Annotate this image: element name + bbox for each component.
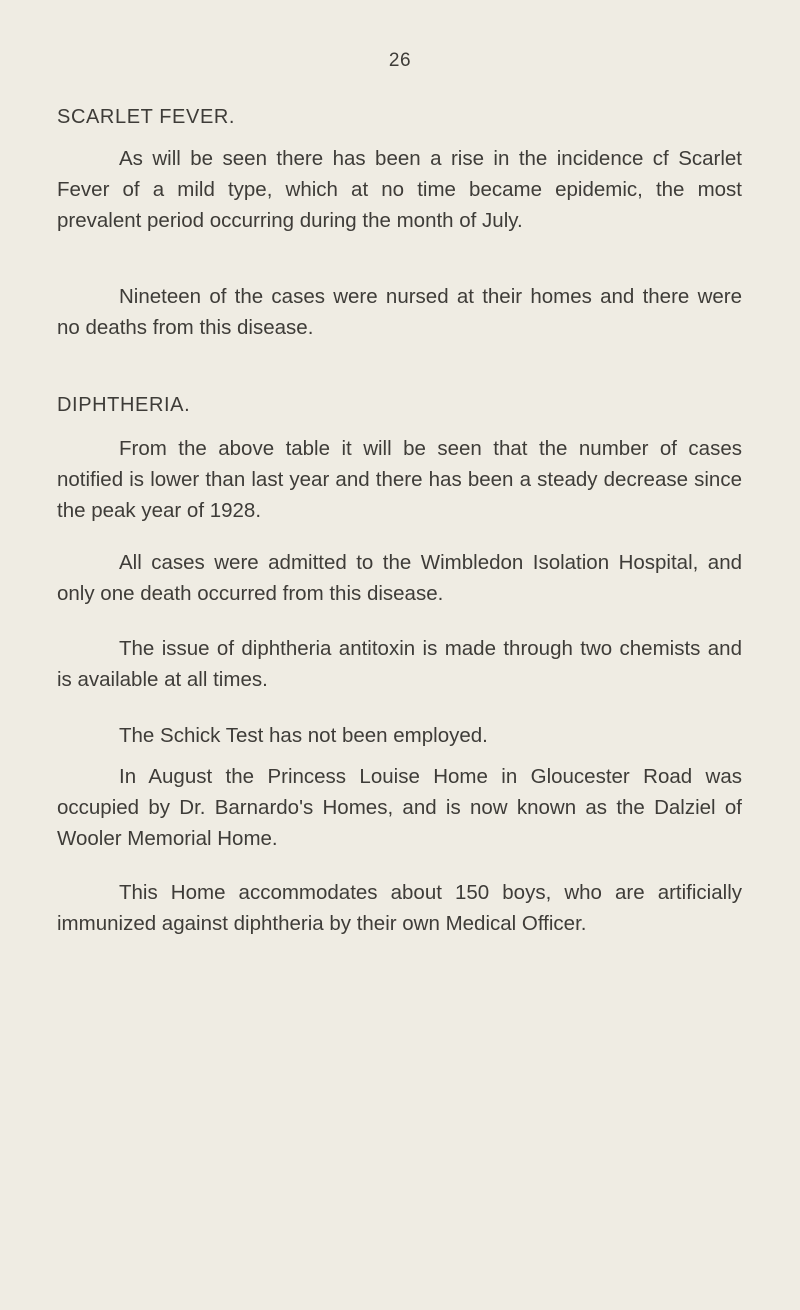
section-heading-diphtheria: DIPHTHERIA. <box>57 394 191 416</box>
paragraph: The issue of diphtheria antitoxin is made through two chemists and is available at all times. <box>57 637 742 691</box>
paragraph: As will be seen there has been a rise in the incidence cf Scarlet Fever of a mild type, which at no time became epidemic, the most prevalent period occurring during the month of July. <box>57 147 742 232</box>
paragraph: From the above table it will be seen that the number of cases notified is lower than last year and there has been a steady decrease since the peak year of 1928. <box>57 437 742 522</box>
section-heading-scarlet-fever: SCARLET FEVER. <box>57 106 236 128</box>
paragraph: All cases were admitted to the Wimbledon Isolation Hospital, and only one death occurred from this disease. <box>57 551 742 605</box>
paragraph: In August the Princess Louise Home in Gloucester Road was occupied by Dr. Barnardo's Homes, and is now known as the Dalziel of Wooler Memorial Home. <box>57 765 742 850</box>
paragraph: Nineteen of the cases were nursed at their homes and there were no deaths from this disease. <box>57 285 742 339</box>
page-number: 26 <box>388 50 412 71</box>
paragraph: The Schick Test has not been employed. <box>119 724 488 747</box>
paragraph: This Home accommodates about 150 boys, who are artificially immunized against diphtheria by their own Medical Officer. <box>57 881 742 935</box>
